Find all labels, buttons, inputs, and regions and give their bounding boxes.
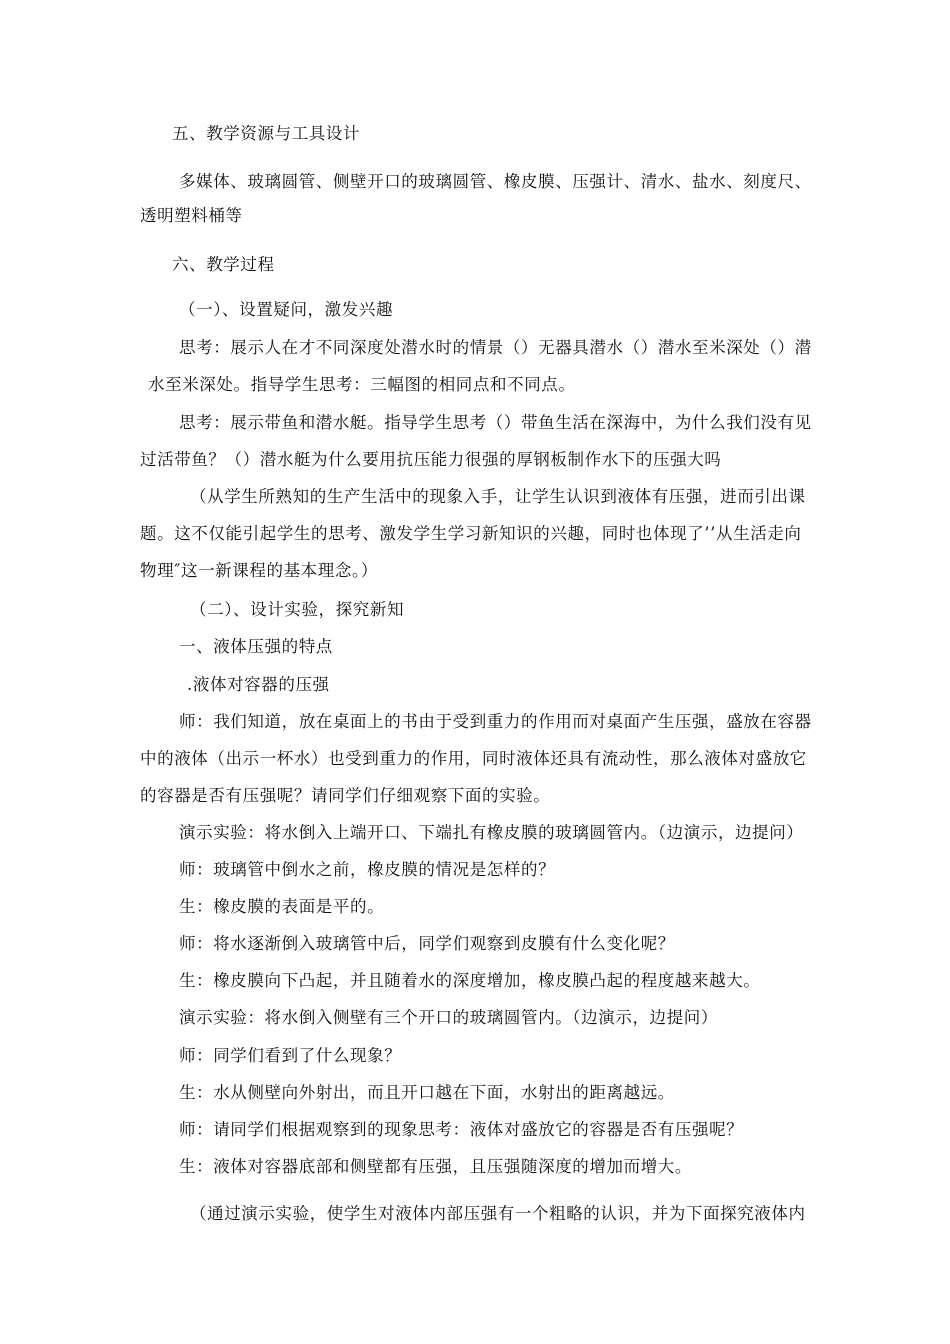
- section-heading-resources: 五、教学资源与工具设计: [172, 124, 361, 143]
- paragraph-line: 思考：展示带鱼和潜水艇。指导学生思考（）带鱼生活在深海中，为什么我们没有见: [179, 413, 812, 432]
- paragraph-line: 思考：展示人在才不同深度处潜水时的情景（）无器具潜水（）潜水至米深处（）潜: [179, 338, 812, 357]
- paragraph-line: 过活带鱼？（）潜水艇为什么要用抗压能力很强的厚钢板制作水下的压强大吗: [140, 450, 722, 469]
- paragraph-line: 师：我们知道，放在桌面上的书由于受到重力的作用而对桌面产生压强，盛放在容器: [179, 712, 812, 731]
- paragraph-line: 师：玻璃管中倒水之前，橡皮膜的情况是怎样的？: [179, 860, 556, 879]
- paragraph-line: 演示实验：将水倒入上端开口、下端扎有橡皮膜的玻璃圆管内。（边演示，边提问）: [179, 823, 804, 842]
- paragraph-line: 师：同学们看到了什么现象？: [179, 1046, 402, 1065]
- section-heading-process: 六、教学过程: [172, 255, 275, 274]
- paragraph-line: （从学生所熟知的生产生活中的现象入手，让学生认识到液体有压强，进而引出课: [190, 487, 806, 506]
- resources-paragraph-line-2: 透明塑料桶等: [140, 206, 243, 225]
- paragraph-line: 的容器是否有压强呢？请同学们仔细观察下面的实验。: [140, 786, 551, 805]
- paragraph-line: 师：请同学们根据观察到的现象思考：液体对盛放它的容器是否有压强呢？: [179, 1120, 744, 1139]
- paragraph-line: 生：水从侧壁向外射出，而且开口越在下面，水射出的距离越远。: [179, 1083, 675, 1102]
- paragraph-line: 中的液体（出示一杯水）也受到重力的作用，同时液体还具有流动性，那么液体对盛放它: [140, 749, 807, 768]
- paragraph-line: 师：将水逐渐倒入玻璃管中后，同学们观察到皮膜有什么变化呢？: [179, 934, 675, 953]
- paragraph-line: 题。这不仅能引起学生的思考、激发学生学习新知识的兴趣，同时也体现了’’从生活走向: [140, 524, 802, 543]
- resources-paragraph-line-1: 多媒体、玻璃圆管、侧壁开口的玻璃圆管、橡皮膜、压强计、清水、盐水、刻度尺、: [179, 172, 812, 191]
- paragraph-line: 演示实验：将水倒入侧壁有三个开口的玻璃圆管内。（边演示，边提问）: [179, 1008, 718, 1027]
- paragraph-line: 物理″这一新课程的基本理念。）: [140, 561, 378, 580]
- topic-heading: 一、液体压强的特点: [179, 637, 333, 656]
- paragraph-line: 生：液体对容器底部和侧壁都有压强，且压强随深度的增加而增大。: [179, 1157, 692, 1176]
- subsection-heading-2: （二）、设计实验，探究新知: [190, 600, 405, 619]
- paragraph-line: 水至米深处。指导学生思考：三幅图的相同点和不同点。: [148, 375, 576, 394]
- paragraph-line: （通过演示实验，使学生对液体内部压强有一个粗略的认识，并为下面探究液体内: [190, 1204, 806, 1223]
- subsection-heading-1: （一）、设置疑问，激发兴趣: [179, 300, 394, 319]
- paragraph-line: 生：橡皮膜的表面是平的。: [179, 897, 385, 916]
- paragraph-line: 生：橡皮膜向下凸起，并且随着水的深度增加，橡皮膜凸起的程度越来越大。: [179, 971, 761, 990]
- topic-subheading: .液体对容器的压强: [187, 675, 330, 694]
